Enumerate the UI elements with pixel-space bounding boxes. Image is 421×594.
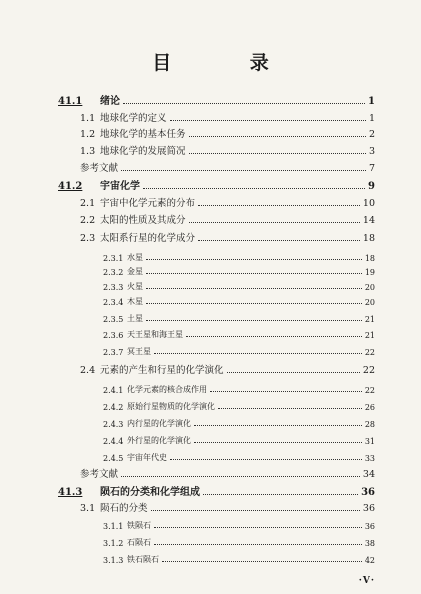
toc-entry-page: 3: [368, 146, 375, 157]
toc-section-entry: [103, 263, 375, 277]
toc-entry-page: 18: [364, 254, 375, 263]
toc-entry-number: 2.3.3: [103, 283, 124, 292]
toc-entry-number: 3.1.1: [103, 522, 124, 531]
toc-entry-number: 3.1: [80, 503, 96, 514]
toc-entry-page: 26: [364, 403, 375, 412]
toc-entry-title: 金星: [127, 267, 143, 276]
dot-leader: [218, 408, 362, 409]
toc-entry-title: 铁石陨石: [127, 555, 159, 564]
toc-entry-title: 地球化学的发展简况: [100, 146, 186, 157]
toc-entry-page: 36: [361, 487, 375, 498]
toc-section-entry: [80, 230, 375, 244]
toc-entry-page: 22: [364, 348, 375, 357]
toc-entry-number: 1.3: [80, 146, 96, 157]
toc-entry-number: 3.1.3: [103, 556, 124, 565]
toc-entry-title: 化学元素的核合成作用: [127, 385, 207, 394]
page-title: 目 录: [152, 52, 305, 74]
toc-entry-number: 2.3: [80, 233, 96, 244]
toc-entry-title: 原始行星物质的化学演化: [127, 402, 215, 411]
toc-section-entry: [103, 449, 375, 463]
toc-entry-title: 地球化学的基本任务: [100, 129, 186, 140]
dot-leader: [189, 136, 366, 137]
dot-leader: [146, 273, 362, 274]
toc-entry-title: 宇宙中化学元素的分布: [100, 198, 196, 209]
toc-section-entry: [103, 310, 375, 324]
toc-entry-number: 41.3: [58, 487, 83, 498]
toc-entry-title: 太阳的性质及其成分: [100, 215, 186, 226]
toc-section-entry: [103, 278, 375, 292]
toc-entry-page: 33: [364, 454, 375, 463]
toc-entry-title: 火星: [127, 282, 143, 291]
toc-section-entry: [80, 362, 375, 376]
dot-leader: [189, 222, 360, 223]
toc-section-entry: [80, 110, 375, 124]
toc-entry-page: 31: [364, 437, 375, 446]
toc-section-entry: [103, 415, 375, 429]
dot-leader: [121, 476, 360, 477]
dot-leader: [203, 494, 358, 495]
toc-entry-title: 陨石的分类和化学组成: [100, 487, 200, 498]
toc-entry-number: 41.2: [58, 181, 83, 192]
toc-entry-number: 2.2: [80, 215, 96, 226]
dot-leader: [143, 188, 365, 189]
page-number-footer: ·Ⅴ·: [358, 576, 375, 586]
dot-leader: [198, 205, 360, 206]
dot-leader: [154, 544, 362, 545]
dot-leader: [227, 372, 360, 373]
dot-leader: [121, 170, 366, 171]
toc-entry-page: 10: [362, 198, 375, 209]
toc-section-entry: [103, 249, 375, 263]
toc-section-entry: [80, 212, 375, 226]
toc-entry-number: 41.1: [58, 96, 83, 107]
dot-leader: [146, 303, 362, 304]
toc-entry-title: 石陨石: [127, 538, 151, 547]
toc-section-entry: [80, 195, 375, 209]
toc-entry-title: 天王星和海王星: [127, 330, 183, 339]
dot-leader: [186, 336, 362, 337]
toc-section-entry: [103, 343, 375, 357]
toc-entry-number: 2.4.4: [103, 437, 124, 446]
toc-section-entry: [103, 432, 375, 446]
toc-entry-number: 2.3.7: [103, 348, 124, 357]
toc-entry-page: 36: [362, 503, 375, 514]
toc-entry-title: 元素的产生和行星的化学演化: [100, 365, 224, 376]
toc-entry-title: 地球化学的定义: [100, 113, 167, 124]
toc-entry-page: 14: [362, 215, 375, 226]
toc-section-entry: [103, 381, 375, 395]
toc-entry-page: 38: [364, 539, 375, 548]
toc-entry-number: 2.3.1: [103, 254, 124, 263]
toc-entry-title: 冥王星: [127, 347, 151, 356]
toc-references-entry: [80, 466, 375, 480]
toc-references-entry: [80, 160, 375, 174]
toc-entry-title: 参考文献: [80, 163, 119, 174]
toc-chapter-entry: [58, 93, 375, 107]
toc-entry-number: 2.4.3: [103, 420, 124, 429]
toc-section-entry: [103, 398, 375, 412]
toc-entry-title: 土星: [127, 314, 143, 323]
dot-leader: [198, 240, 360, 241]
toc-entry-number: 1.2: [80, 129, 96, 140]
toc-entry-number: 2.3.4: [103, 298, 124, 307]
toc-section-entry: [80, 143, 375, 157]
toc-entry-number: 2.4.1: [103, 386, 124, 395]
dot-leader: [189, 153, 366, 154]
toc-entry-title: 木星: [127, 297, 143, 306]
toc-entry-title: 铁陨石: [127, 521, 151, 530]
dot-leader: [151, 510, 360, 511]
toc-entry-number: 2.1: [80, 198, 96, 209]
toc-entry-number: 3.1.2: [103, 539, 124, 548]
toc-entry-number: 2.4.2: [103, 403, 124, 412]
toc-chapter-entry: [58, 178, 375, 192]
toc-entry-page: 2: [368, 129, 375, 140]
toc-entry-page: 34: [362, 469, 375, 480]
dot-leader: [170, 120, 366, 121]
dot-leader: [210, 391, 362, 392]
toc-entry-title: 参考文献: [80, 469, 119, 480]
toc-section-entry: [80, 126, 375, 140]
toc-entry-page: 21: [364, 315, 375, 324]
dot-leader: [146, 288, 362, 289]
toc-entry-page: 22: [364, 386, 375, 395]
dot-leader: [154, 527, 362, 528]
toc-entry-number: 2.3.6: [103, 331, 124, 340]
toc-entry-page: 9: [368, 181, 375, 192]
toc-entry-page: 20: [364, 283, 375, 292]
toc-entry-number: 1.1: [80, 113, 96, 124]
dot-leader: [154, 353, 362, 354]
toc-section-entry: [103, 534, 375, 548]
toc-section-entry: [103, 551, 375, 565]
toc-chapter-entry: [58, 484, 375, 498]
dot-leader: [170, 459, 362, 460]
toc-entry-page: 1: [368, 96, 375, 107]
toc-entry-page: 22: [362, 365, 375, 376]
toc-entry-title: 绪论: [100, 96, 120, 107]
toc-entry-page: 28: [364, 420, 375, 429]
dot-leader: [146, 320, 362, 321]
toc-entry-page: 20: [364, 298, 375, 307]
toc-section-entry: [80, 500, 375, 514]
dot-leader: [194, 442, 362, 443]
toc-section-entry: [103, 326, 375, 340]
toc-entry-number: 2.3.2: [103, 268, 124, 277]
toc-entry-title: 宇宙年代史: [127, 453, 167, 462]
toc-entry-page: 18: [362, 233, 375, 244]
toc-section-entry: [103, 517, 375, 531]
dot-leader: [194, 425, 362, 426]
dot-leader: [162, 561, 362, 562]
toc-entry-title: 陨石的分类: [100, 503, 148, 514]
toc-entry-page: 42: [364, 556, 375, 565]
dot-leader: [146, 259, 362, 260]
toc-entry-number: 2.4.5: [103, 454, 124, 463]
toc-entry-number: 2.3.5: [103, 315, 124, 324]
toc-entry-title: 外行星的化学演化: [127, 436, 191, 445]
toc-entry-title: 水星: [127, 253, 143, 262]
toc-entry-page: 1: [368, 113, 375, 124]
toc-entry-title: 太阳系行星的化学成分: [100, 233, 196, 244]
toc-section-entry: [103, 293, 375, 307]
toc-entry-title: 宇宙化学: [100, 181, 140, 192]
toc-entry-number: 2.4: [80, 365, 96, 376]
toc-entry-page: 19: [364, 268, 375, 277]
dot-leader: [123, 103, 365, 104]
toc-entry-page: 36: [364, 522, 375, 531]
toc-entry-title: 内行星的化学演化: [127, 419, 191, 428]
toc-entry-page: 7: [368, 163, 375, 174]
toc-entry-page: 21: [364, 331, 375, 340]
